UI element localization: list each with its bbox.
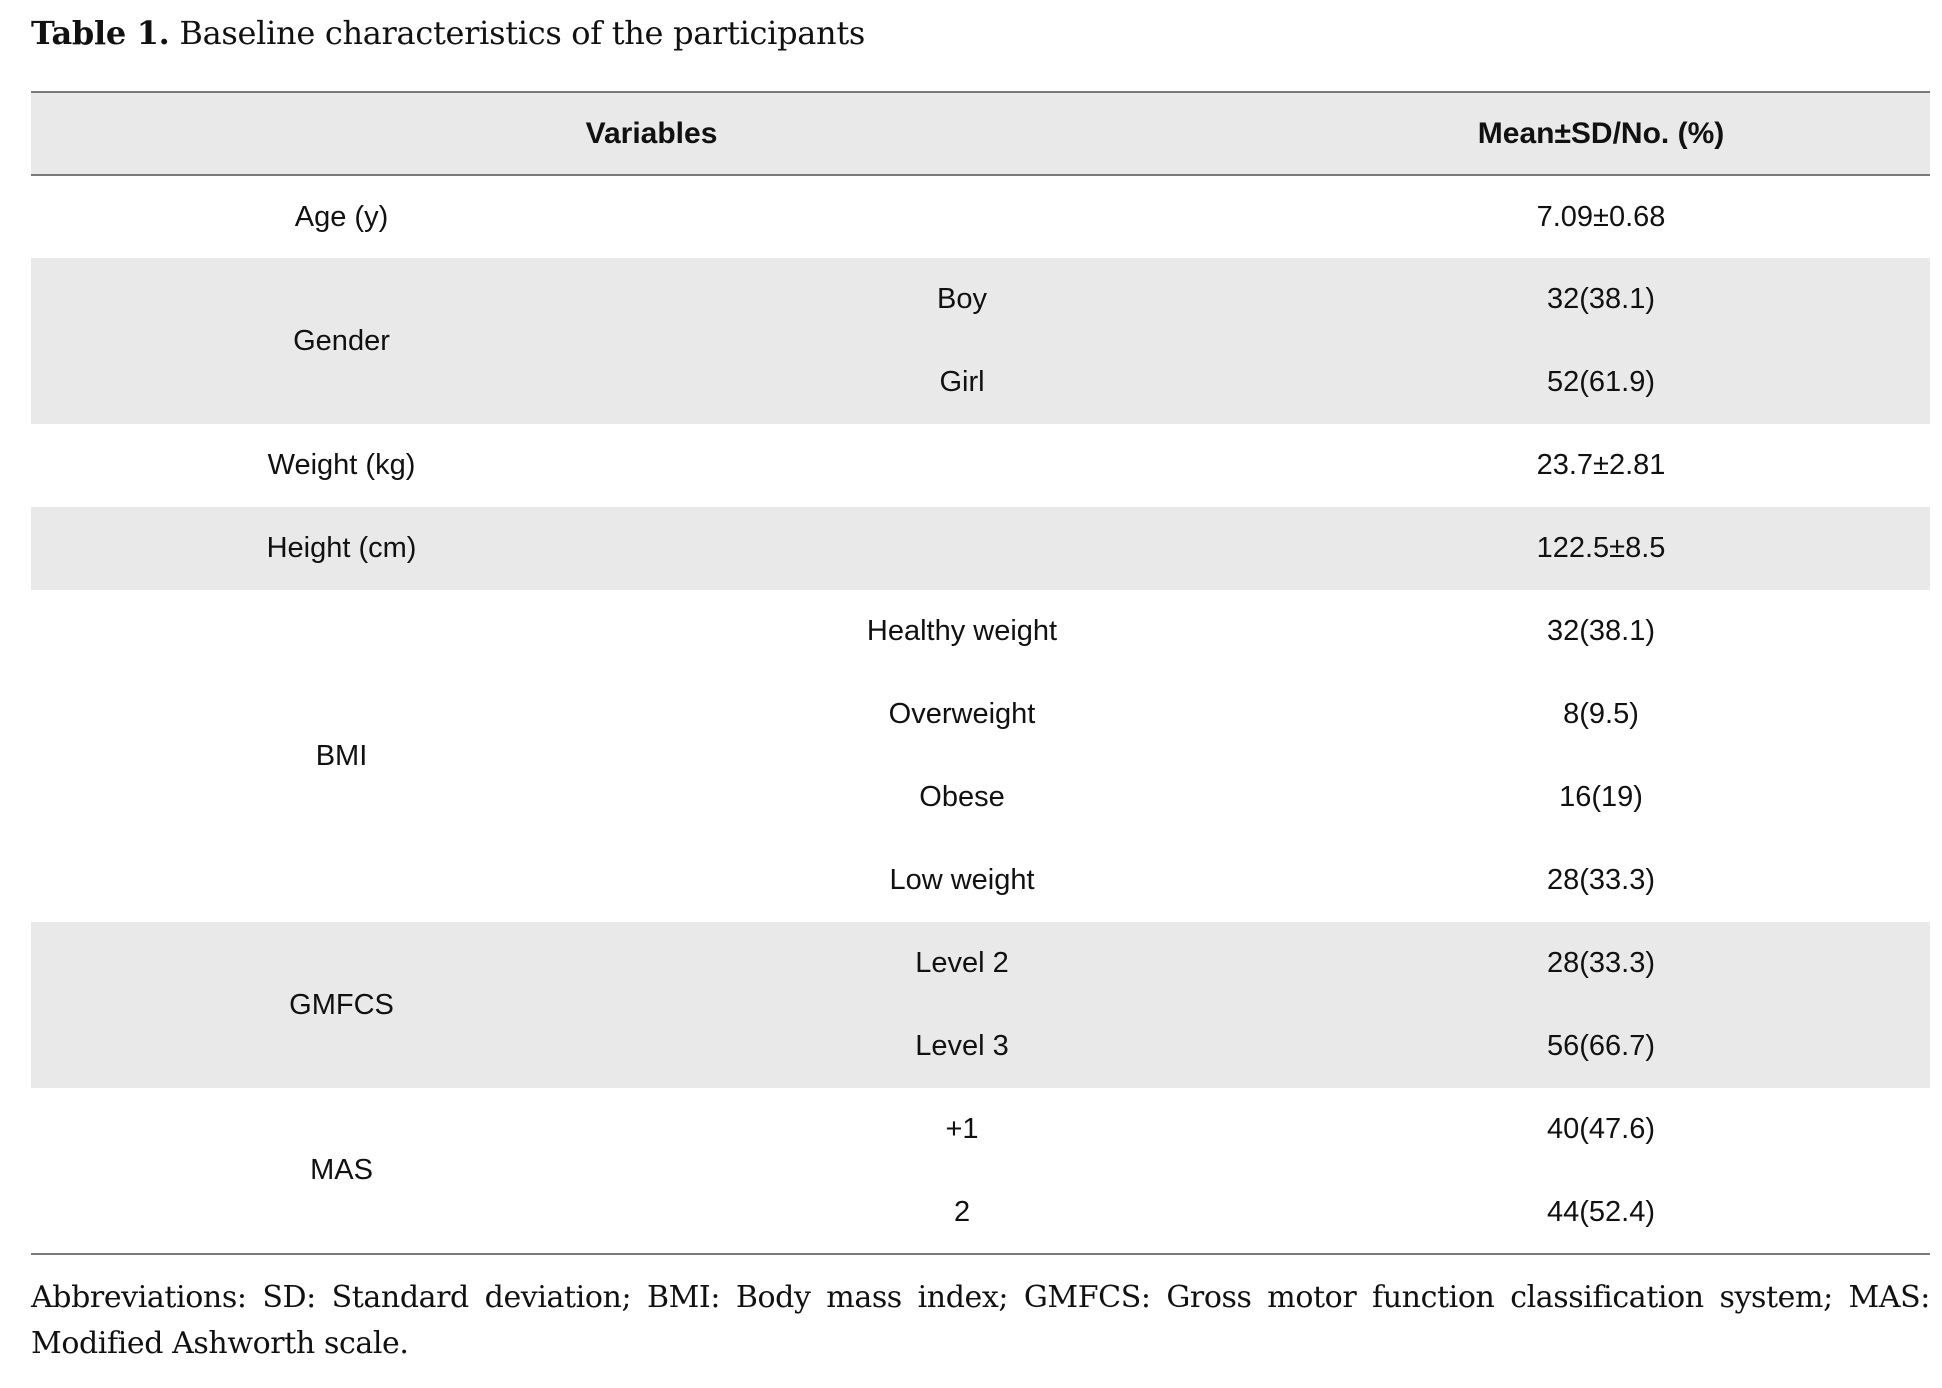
caption-title: Baseline characteristics of the participants bbox=[169, 14, 866, 52]
category-cell bbox=[652, 175, 1272, 258]
value-cell: 122.5±8.5 bbox=[1272, 507, 1930, 590]
value-cell: 32(38.1) bbox=[1272, 258, 1930, 341]
table-row bbox=[31, 1088, 1930, 1171]
table-row bbox=[31, 507, 1930, 590]
variable-cell: BMI bbox=[315, 739, 368, 772]
table-header-row bbox=[31, 92, 1930, 175]
value-cell: 16(19) bbox=[1559, 781, 1643, 813]
category-cell: Obese bbox=[919, 781, 1005, 813]
table-row bbox=[31, 922, 1930, 1005]
value-cell: 40(47.6) bbox=[1547, 1113, 1656, 1145]
value-cell: 28(33.3) bbox=[1547, 864, 1656, 896]
category-cell: Girl bbox=[652, 341, 1272, 424]
variable-cell: Weight (kg) bbox=[267, 449, 416, 481]
variable-cell: MAS bbox=[31, 1088, 652, 1254]
table-row bbox=[31, 590, 1930, 673]
table-row bbox=[31, 424, 1930, 507]
header-mean-sd-no: Mean±SD/No. (%) bbox=[1272, 92, 1930, 175]
category-cell: Low weight bbox=[889, 864, 1035, 896]
value-cell: 56(66.7) bbox=[1272, 1005, 1930, 1088]
baseline-table-container bbox=[31, 91, 1930, 1255]
table-row bbox=[31, 258, 1930, 341]
variable-cell: Gender bbox=[31, 258, 652, 424]
category-cell: +1 bbox=[945, 1113, 979, 1145]
table-caption bbox=[31, 14, 865, 52]
value-cell: 32(38.1) bbox=[1547, 615, 1656, 647]
value-cell: 23.7±2.81 bbox=[1536, 449, 1666, 481]
category-cell: Healthy weight bbox=[866, 615, 1058, 647]
category-cell bbox=[652, 507, 1272, 590]
value-cell: 7.09±0.68 bbox=[1536, 200, 1666, 233]
variable-cell: Age (y) bbox=[294, 200, 389, 233]
table-footnote: Abbreviations: SD: Standard deviation; BMI: Body mass index; GMFCS: Gross motor function classification system; MAS: Modified Ashworth scale. bbox=[31, 1280, 1930, 1361]
variable-cell: GMFCS bbox=[31, 922, 652, 1088]
value-cell: 28(33.3) bbox=[1272, 922, 1930, 1005]
caption-label: Table 1. bbox=[31, 14, 170, 52]
header-variables: Variables bbox=[31, 92, 1272, 175]
category-cell: Level 2 bbox=[652, 922, 1272, 1005]
category-cell: Level 3 bbox=[652, 1005, 1272, 1088]
value-cell: 44(52.4) bbox=[1272, 1171, 1930, 1254]
baseline-characteristics-table bbox=[31, 91, 1930, 1255]
value-cell: 52(61.9) bbox=[1272, 341, 1930, 424]
variable-cell: Height (cm) bbox=[31, 507, 652, 590]
category-cell bbox=[652, 424, 1272, 507]
category-cell: Boy bbox=[652, 258, 1272, 341]
category-cell: 2 bbox=[652, 1171, 1272, 1254]
value-cell: 8(9.5) bbox=[1563, 698, 1639, 730]
category-cell: Overweight bbox=[888, 698, 1036, 730]
table-row bbox=[31, 175, 1930, 258]
